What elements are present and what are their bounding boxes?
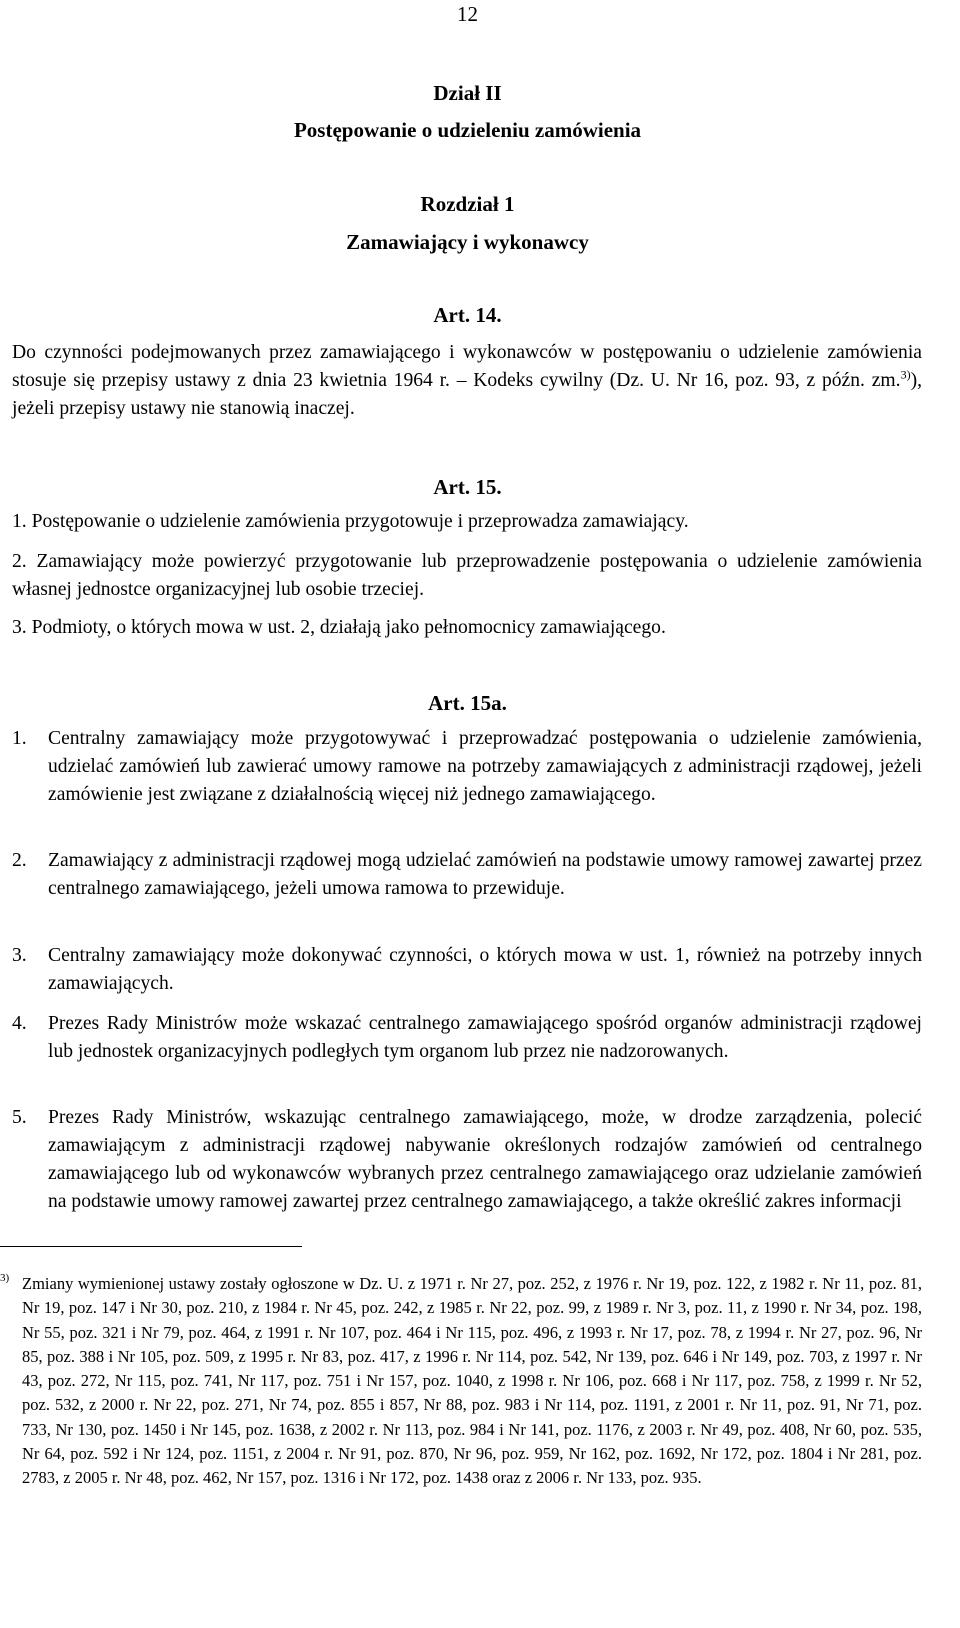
article-15a-item-4 bbox=[12, 1010, 922, 1066]
item-text: Prezes Rady Ministrów, wskazując centralnego zamawiającego, może, w drodze zarządzenia, polecić zamawiającym z administracji rządowej nabywanie określonych rodzajów zamówień od centralnego zamawiającego lub od wykonawców wybranych przez centralnego zamawiającego oraz udzielanie zamówień na podstawie umowy ramowej zawartej przez centralnego zamawiającego, a także określić zakres informacji bbox=[48, 1107, 922, 1212]
item-number: 4. bbox=[12, 1013, 27, 1034]
article-15-item-1: 1. Postępowanie o udzielenie zamówienia przygotowuje i przeprowadza zamawiający. bbox=[12, 511, 689, 532]
footnote bbox=[0, 1272, 922, 1491]
item-number: 3. bbox=[12, 945, 27, 966]
item-number: 5. bbox=[12, 1107, 27, 1128]
item-number: 1. bbox=[12, 728, 27, 749]
article-15a-heading: Art. 15a. bbox=[428, 691, 507, 715]
article-14-heading: Art. 14. bbox=[433, 303, 502, 327]
footnote-mark: 3) bbox=[0, 1272, 10, 1284]
article-15a-item-5 bbox=[12, 1104, 922, 1216]
division-title: Dział II bbox=[433, 81, 502, 105]
division-subtitle: Postępowanie o udzieleniu zamówienia bbox=[293, 118, 642, 142]
item-text: Centralny zamawiający może przygotowywać i przeprowadzać postępowania o udzielenie zamówienia, udzielać zamówień lub zawierać umowy ramowe na potrzeby zamawiających z administracji rządowej, jeżeli zamówienie jest związane z działalnością więcej niż jednego zamawiającego. bbox=[48, 728, 922, 805]
footnote-text: Zmiany wymienionej ustawy zostały ogłoszone w Dz. U. z 1971 r. Nr 27, poz. 252, z 1976 r. Nr 19, poz. 122, z 1982 r. Nr 11, poz. 81, Nr 19, poz. 147 i Nr 30, poz. 210, z 1984 r. Nr 45, poz. 242, z 1985 r. Nr 22, poz. 99, z 1989 r. Nr 3, poz. 11, z 1990 r. Nr 34, poz. 198, Nr 55, poz. 321 i Nr 79, poz. 464, z 1991 r. Nr 107, poz. 464 i Nr 115, poz. 496, z 1993 r. Nr 17, poz. 78, z 1994 r. Nr 27, poz. 96, Nr 85, poz. 388 i Nr 105, poz. 509, z 1995 r. Nr 83, poz. 417, z 1996 r. Nr 114, poz. 542, Nr 139, poz. 646 i Nr 149, poz. 703, z 1997 r. Nr 43, poz. 272, Nr 115, poz. 741, Nr 117, poz. 751 i Nr 157, poz. 1040, z 1998 r. Nr 106, poz. 668 i Nr 117, poz. 758, z 1999 r. Nr 52, poz. 532, z 2000 r. Nr 22, poz. 271, Nr 74, poz. 855 i 857, Nr 88, poz. 983 i Nr 114, poz. 1191, z 2001 r. Nr 11, poz. 91, Nr 71, poz. 733, Nr 130, poz. 1450 i Nr 145, poz. 1638, z 2002 r. Nr 113, poz. 984 i Nr 141, poz. 1176, z 2003 r. Nr 49, poz. 408, Nr 60, poz. 535, Nr 64, poz. 592 i Nr 124, poz. 1151, z 2004 r. Nr 91, poz. 870, Nr 96, poz. 959, Nr 162, poz. 1692, Nr 172, poz. 1804 i Nr 281, poz. 2783, z 2005 r. Nr 48, poz. 462, Nr 157, poz. 1316 i Nr 172, poz. 1438 oraz z 2006 r. Nr 133, poz. 935. bbox=[22, 1274, 922, 1488]
footnote-separator bbox=[0, 1246, 302, 1247]
item-text: Centralny zamawiający może dokonywać czynności, o których mowa w ust. 1, również na potrzeby innych zamawiających. bbox=[48, 945, 922, 994]
footnote-reference: 3) bbox=[900, 367, 911, 382]
item-number: 2. bbox=[12, 850, 27, 871]
chapter-title: Rozdział 1 bbox=[420, 192, 515, 216]
article-15a-item-3 bbox=[12, 942, 922, 998]
article-15-heading: Art. 15. bbox=[433, 475, 502, 499]
article-15a-item-1 bbox=[12, 725, 922, 809]
article-15-item-3: 3. Podmioty, o których mowa w ust. 2, działają jako pełnomocnicy zamawiającego. bbox=[12, 617, 666, 638]
item-text: Prezes Rady Ministrów może wskazać centralnego zamawiającego spośród organów administracji rządowej lub jednostek organizacyjnych podległych tym organom lub przez nie nadzorowanych. bbox=[48, 1013, 922, 1062]
article-15a-item-2 bbox=[12, 847, 922, 903]
article-15-item-2: 2. Zamawiający może powierzyć przygotowanie lub przeprowadzenie postępowania o udzielenie zamówienia własnej jednostce organizacyjnej lub osobie trzeciej. bbox=[12, 551, 922, 600]
article-14-text bbox=[12, 339, 922, 423]
article-14-text-main: Do czynności podejmowanych przez zamawiającego i wykonawców w postępowaniu o udzielenie zamówienia stosuje się przepisy ustawy z dnia 23 kwietnia 1964 r. – Kodeks cywilny (Dz. U. Nr 16, poz. 93, z późn. zm. bbox=[12, 342, 922, 391]
page-number: 12 bbox=[457, 2, 478, 26]
chapter-subtitle: Zamawiający i wykonawcy bbox=[346, 230, 589, 254]
article-14-text-end: ), jeżeli przepisy ustawy nie stanowią inaczej. bbox=[12, 370, 922, 419]
item-text: Zamawiający z administracji rządowej mogą udzielać zamówień na podstawie umowy ramowej zawartej przez centralnego zamawiającego, jeżeli umowa ramowa to przewiduje. bbox=[48, 850, 922, 899]
